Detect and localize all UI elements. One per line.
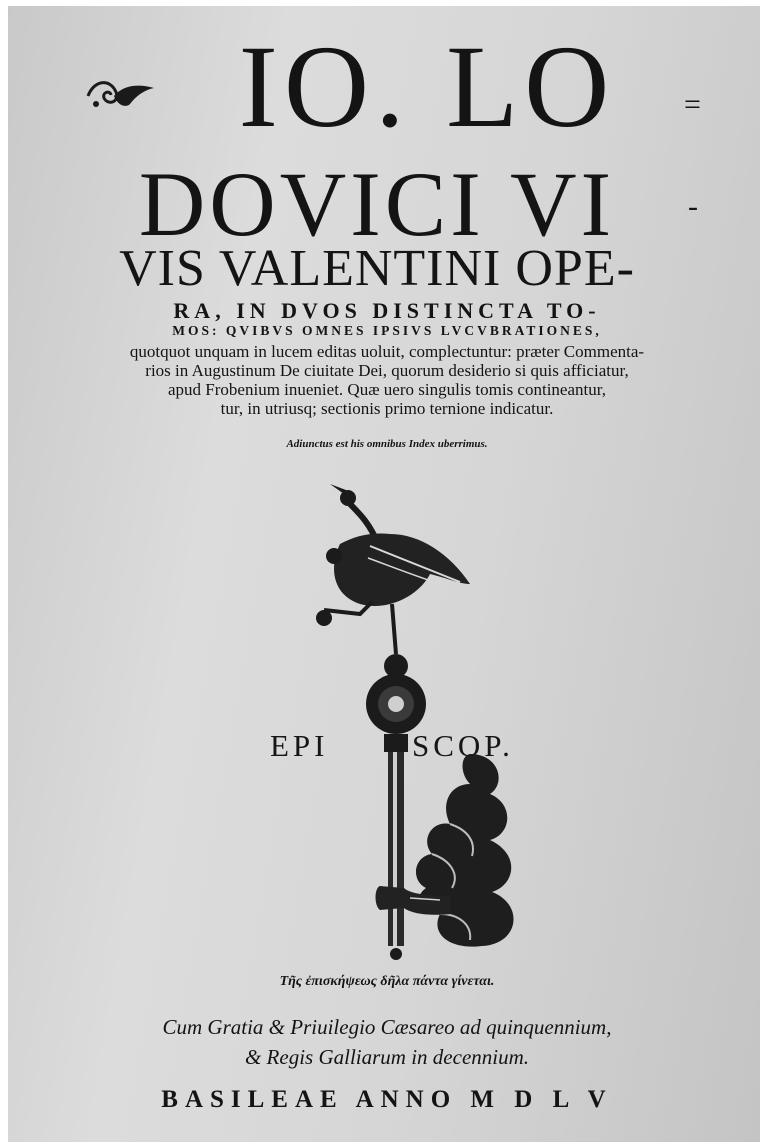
- description-line-3: apud Frobenium inueniet. Quæ uero singulis tomis contineantur,: [168, 380, 606, 399]
- device-text-left: EPI: [270, 728, 329, 763]
- title-line-2: DOVICI VI: [138, 153, 616, 255]
- device-text-right: SCOP.: [412, 728, 514, 763]
- privilege-line-2: & Regis Galliarum in decennium.: [244, 1045, 530, 1069]
- greek-motto: Τῆς ἐπισκήψεως δῆλα πάντα γίνεται.: [279, 974, 495, 989]
- index-note: Adiunctus est his omnibus Index uberrimus.: [286, 438, 488, 450]
- imprint: BASILEAE ANNO M D L V: [161, 1086, 613, 1113]
- description-line-2: rios in Augustinum De ciuitate Dei, quorum desiderio si quis afficiatur,: [145, 361, 629, 380]
- hyphen-mark: =: [684, 88, 701, 121]
- privilege-line-1: Cum Gratia & Priuilegio Cæsareo ad quinquennium,: [162, 1015, 612, 1039]
- printers-device-caduceus-icon: [300, 484, 540, 964]
- hyphen-mark: -: [688, 190, 698, 223]
- title-line-3: VIS VALENTINI OPE-: [119, 240, 635, 297]
- description-line-1: quotquot unquam in lucem editas uoluit, complectuntur: præter Commenta-: [129, 342, 645, 361]
- title-line-5: MOS: QVIBVS OMNES IPSIVS LVCVBRATIONES,: [172, 323, 602, 338]
- description-line-4: tur, in utriusq; sectionis primo ternione indicatur.: [220, 399, 554, 418]
- title-line-1: IO. LO: [238, 21, 616, 152]
- title-line-4: RA, IN DVOS DISTINCTA TO-: [173, 298, 601, 323]
